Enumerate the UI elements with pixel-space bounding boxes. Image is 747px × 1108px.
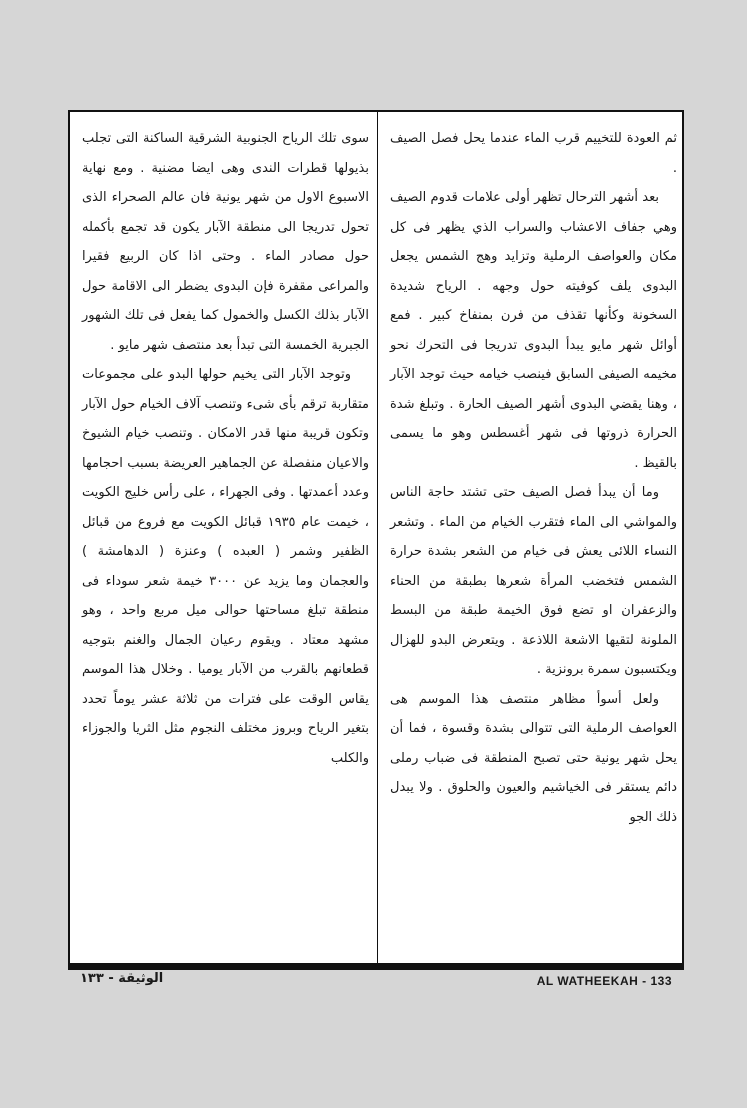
paragraph: ولعل أسوأ مظاهر منتصف هذا الموسم هى العواصف الرملية التى تتوالى بشدة وقسوة ، فما أن يحل شهر يونية حتى تصبح المنطقة فى ضباب رملى دائم يستقر فى الخياشيم والعيون والحلوق . ولا يبدل ذلك الجو [390,691,677,825]
right-column [390,124,677,832]
footer-page-label-arabic: الوثيقة - ١٣٣ [80,971,164,986]
paragraph: ثم العودة للتخييم قرب الماء عندما يحل فصل الصيف . [390,131,677,176]
footer-rule [70,963,682,968]
footer-page-label-english: AL WATHEEKAH - 133 [536,974,672,988]
left-column [82,124,369,773]
paragraph: سوى تلك الرياح الجنوبية الشرقية الساكنة التى تجلب بذيولها قطرات الندى وهى ايضا مضنية . ومع نهاية الاسبوع الاول من شهر يونية فان عالم الصحراء الذى تحول تدريجا الى منطقة الآبار يكون قد تجمع بأكمله حول مصادر الماء . وحتى اذا كان الربيع فقيرا والمراعى مقفرة فإن البدوى يضطر الى الاقامة حول الآبار بذلك الكسل والخمول كما يفعل فى تلك الشهور الجبرية الخمسة التى تبدأ بعد منتصف شهر مايو . [82,131,369,353]
paragraph: بعد أشهر الترحال تظهر أولى علامات قدوم الصيف وهي جفاف الاعشاب والسراب الذي يظهر فى كل مكان والعواصف الرملية وتزايد وهج الشمس يجعل البدوى يلف كوفيته حول وجهه . الرياح شديدة السخونة وكأنها تقذف من فرن بمنفاخ كبير . فمع أوائل شهر مايو يبدأ البدوى تدريجا فى التحرك نحو مخيمه الصيفى السابق فينصب خيامه حيث توجد الآبار ، وهنا يقضي البدوى أشهر الصيف الحارة . وتبلغ شدة الحرارة ذروتها فى شهر أغسطس وهو ما يسمى بالقيظ . [390,190,677,471]
column-divider [377,112,378,969]
page-frame [68,110,684,988]
paragraph: وتوجد الآبار التى يخيم حولها البدو على مجموعات متقاربة ترقم بأى شىء وتنصب آلاف الخيام حول الآبار وتكون قريبة منها قدر الامكان . وتنصب خيام الشيوخ والاعيان منفصلة عن الجماهير العريضة بسبب احجامها وعدد أعمدتها . وفى الجهراء ، على رأس خليج الكويت ، خيمت عام ١٩٣٥ قبائل الكويت مع فروع من قبائل الظفير وشمر ( العبده ) وعنزة ( الدهامشة ) والعجمان وما يزيد عن ٣٠٠٠ خيمة شعر سوداء فى منطقة تبلغ مساحتها حوالى ميل مربع واحد ، وهو مشهد معتاد . ويقوم رعيان الجمال والغنم بتوجيه قطعانهم بالقرب من الآبار يوميا . وخلال هذا الموسم يقاس الوقت على فترات من ثلاثة عشر يوماً تحدد بتغير الرياح وبروز مختلف النجوم مثل الثريا والجوزاء والكلب [82,367,370,766]
paragraph: وما أن يبدأ فصل الصيف حتى تشتد حاجة الناس والمواشي الى الماء فتقرب الخيام من الماء . وتشعر النساء اللائى يعش فى خيام من الشعر بشدة حرارة الشمس فتخضب المرأة شعرها بطبقة من الحناء والزعفران او تضع فوق الخيمة طبقة من البسط الملونة لتقيها الاشعة اللاذعة . ويتعرض البدو للهزال ويكتسبون سمرة برونزية . [390,485,677,677]
